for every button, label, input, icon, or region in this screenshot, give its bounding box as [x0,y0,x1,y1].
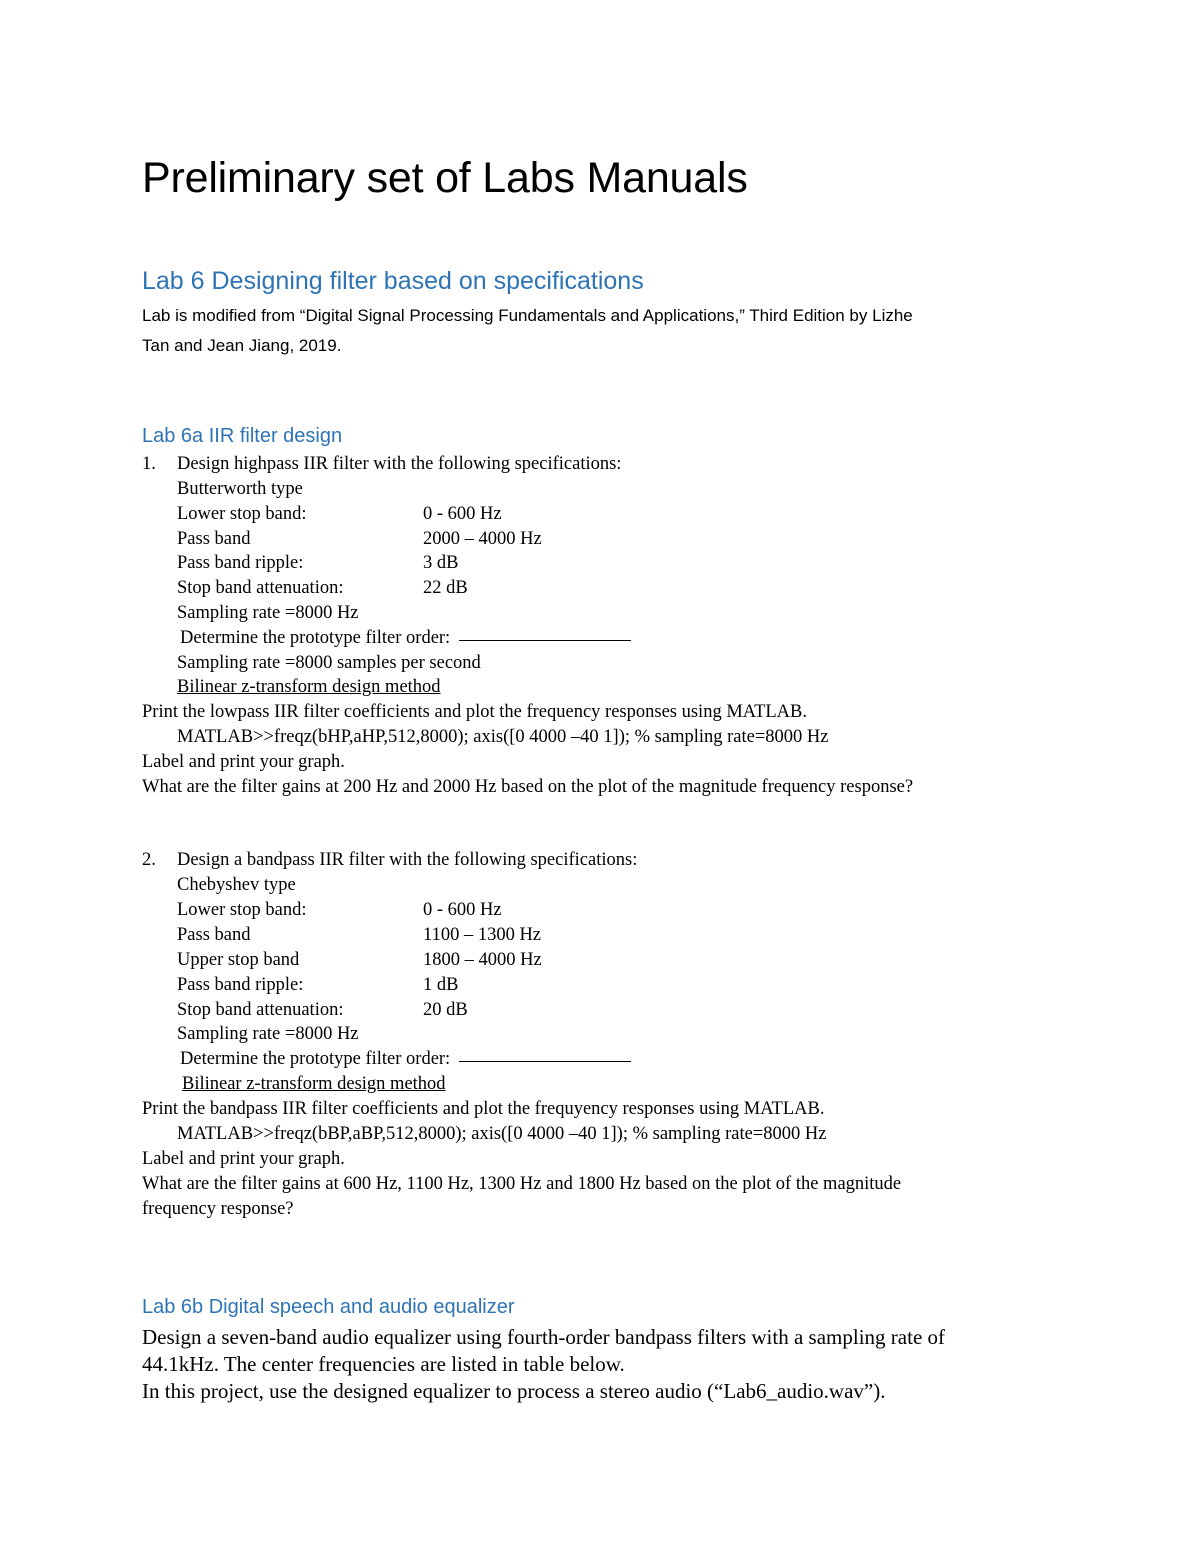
q1-spec-value: 3 dB [423,553,459,573]
q2-spec-label: Pass band ripple: [177,975,304,995]
lab6b-paragraph-line-3: In this project, use the designed equalizer to process a stereo audio (“Lab6_audio.wav”). [142,1379,886,1403]
q2-spec-value: 20 dB [423,1000,468,1020]
q1-print-instruction: Print the lowpass IIR filter coefficients and plot the frequency responses using MATLAB. [142,702,808,722]
q1-spec-value: 22 dB [423,578,468,598]
lab6a-heading: Lab 6a IIR filter design [142,425,343,447]
q2-matlab-command: MATLAB>>freqz(bBP,aBP,512,8000); axis([0 4000 –40 1]); % sampling rate=8000 Hz [177,1124,827,1144]
q1-spec-label: Stop band attenuation: [177,578,344,598]
q2-order-blank[interactable] [459,1061,631,1062]
q1-number: 1. [142,454,156,474]
lab6b-heading: Lab 6b Digital speech and audio equalizer [142,1296,515,1318]
q1-label-instruction: Label and print your graph. [142,752,345,772]
lab6b-paragraph-line-1: Design a seven-band audio equalizer using fourth-order bandpass filters with a sampling rate of [142,1325,946,1349]
q1-spec-label: Pass band [177,529,251,549]
q1-order-blank[interactable] [459,640,631,641]
q1-matlab-command: MATLAB>>freqz(bHP,aHP,512,8000); axis([0 4000 –40 1]); % sampling rate=8000 Hz [177,727,829,747]
q2-spec-label: Lower stop band: [177,900,307,920]
q2-spec-label: Pass band [177,925,251,945]
q2-spec-value: 0 - 600 Hz [423,900,502,920]
q1-intro: Design highpass IIR filter with the following specifications: [177,454,622,474]
q2-question-line-2: frequency response? [142,1199,294,1219]
q1-spec-label: Pass band ripple: [177,553,304,573]
q1-spec-value: 2000 – 4000 Hz [423,529,542,549]
q1-order-row [180,626,631,651]
q1-spec-label: Lower stop band: [177,504,307,524]
q2-sampling-rate: Sampling rate =8000 Hz [177,1024,359,1044]
q1-question: What are the filter gains at 200 Hz and 2000 Hz based on the plot of the magnitude frequency response? [142,777,914,797]
lab6-heading: Lab 6 Designing filter based on specifications [142,267,644,295]
q1-design-method: Bilinear z-transform design method [177,677,441,697]
q2-filter-type: Chebyshev type [177,875,296,895]
q1-order-prompt: Determine the prototype filter order: [180,628,451,648]
q2-spec-label: Stop band attenuation: [177,1000,344,1020]
credit-line-1: Lab is modified from “Digital Signal Processing Fundamentals and Applications,” Third Edition by Lizhe [142,306,913,325]
q2-intro: Design a bandpass IIR filter with the following specifications: [177,850,638,870]
q2-label-instruction: Label and print your graph. [142,1149,345,1169]
document-title: Preliminary set of Labs Manuals [142,154,748,202]
q1-sampling-samples: Sampling rate =8000 samples per second [177,653,481,673]
q2-spec-label: Upper stop band [177,950,300,970]
lab6b-paragraph-line-2: 44.1kHz. The center frequencies are listed in table below. [142,1352,625,1376]
q2-number: 2. [142,850,156,870]
q1-filter-type: Butterworth type [177,479,303,499]
credit-line-2: Tan and Jean Jiang, 2019. [142,336,342,355]
q1-sampling-rate: Sampling rate =8000 Hz [177,603,359,623]
q2-question-line-1: What are the filter gains at 600 Hz, 1100 Hz, 1300 Hz and 1800 Hz based on the plot of the magnitude [142,1174,902,1194]
q2-order-prompt: Determine the prototype filter order: [180,1049,451,1069]
q2-print-instruction: Print the bandpass IIR filter coefficients and plot the frequyency responses using MATLAB. [142,1099,825,1119]
q2-spec-value: 1100 – 1300 Hz [423,925,542,945]
q2-spec-value: 1800 – 4000 Hz [423,950,542,970]
q2-order-row [180,1047,631,1072]
q2-design-method: Bilinear z-transform design method [182,1074,446,1094]
q2-spec-value: 1 dB [423,975,459,995]
q1-spec-value: 0 - 600 Hz [423,504,502,524]
